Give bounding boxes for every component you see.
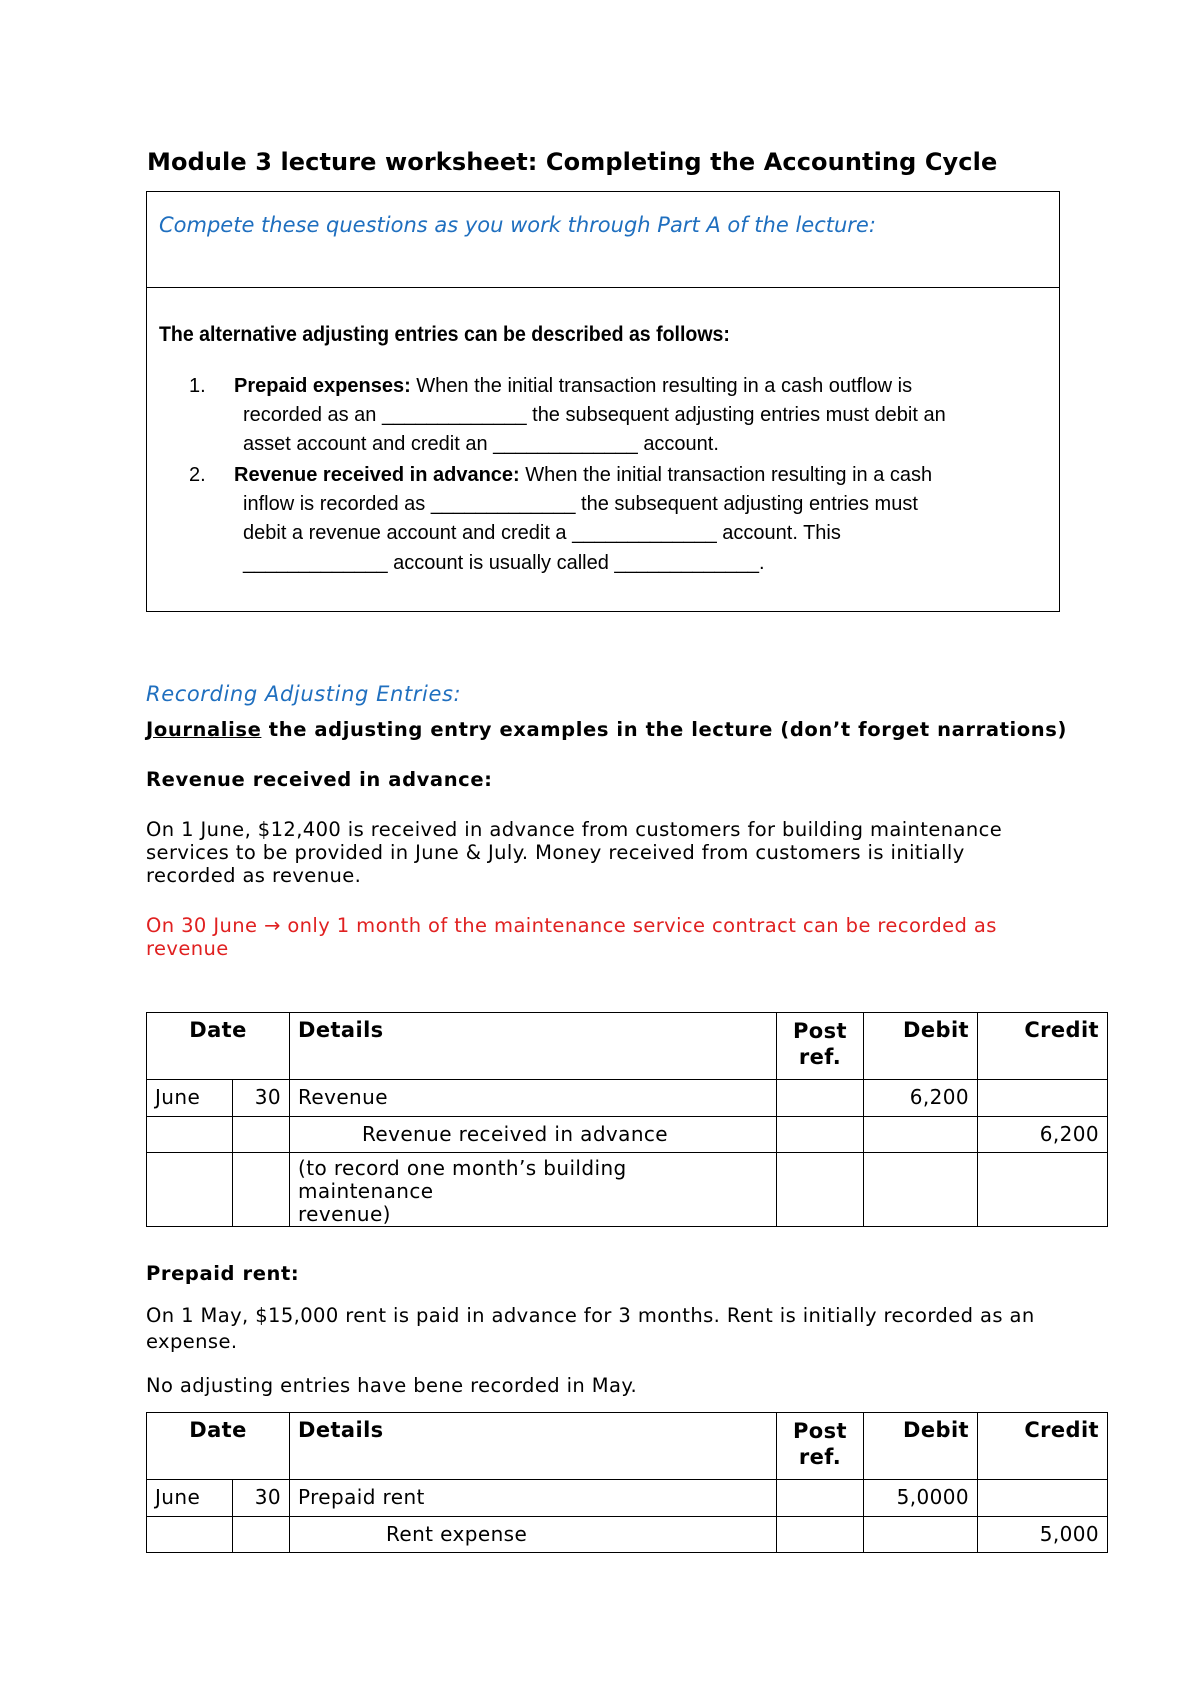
note-line: On 30 June → only 1 month of the maintenance service contract can be recorded as (146, 914, 997, 937)
cell-post (777, 1153, 864, 1227)
cell-details: Rent expense (290, 1517, 777, 1553)
question-item-1 (159, 372, 912, 401)
table-row (147, 1153, 1108, 1227)
item-line: debit a revenue account and credit a _____________ account. This (243, 522, 841, 544)
table-row (147, 1117, 1108, 1153)
question-item-2 (159, 461, 932, 490)
details-line: (to record one month’s building maintenance (298, 1156, 627, 1203)
table-row (147, 1080, 1108, 1117)
table-row (147, 1480, 1108, 1517)
cell-month (147, 1117, 233, 1153)
cell-debit: 5,0000 (864, 1480, 978, 1517)
table-header-row (147, 1013, 1108, 1080)
cell-month (147, 1153, 233, 1227)
para-line: services to be provided in June & July. Money received from customers is initially (146, 841, 965, 864)
example2-heading: Prepaid rent: (146, 1262, 300, 1285)
header-debit: Debit (864, 1413, 978, 1480)
cell-credit (978, 1480, 1108, 1517)
example1-heading: Revenue received in advance: (146, 768, 493, 791)
para-line: recorded as revenue. (146, 864, 362, 887)
header-credit: Credit (978, 1013, 1108, 1080)
cell-details: Revenue (290, 1080, 777, 1117)
cell-credit: 6,200 (978, 1117, 1108, 1153)
cell-day: 30 (233, 1080, 290, 1117)
cell-post (777, 1480, 864, 1517)
header-post-line: Post (793, 1019, 847, 1043)
cell-month: June (147, 1480, 233, 1517)
cell-debit (864, 1153, 978, 1227)
header-details: Details (290, 1013, 777, 1080)
section-heading: Recording Adjusting Entries: (146, 682, 462, 706)
details-line: revenue) (298, 1202, 391, 1226)
example2-paragraph (146, 1303, 1035, 1355)
instruction-rest: the adjusting entry examples in the lecture (don’t forget narrations) (261, 718, 1068, 741)
cell-details: Revenue received in advance (290, 1117, 777, 1153)
cell-credit (978, 1153, 1108, 1227)
header-post-ref (777, 1413, 864, 1480)
header-date: Date (147, 1413, 290, 1480)
header-details: Details (290, 1413, 777, 1480)
cell-post (777, 1080, 864, 1117)
table-header-row (147, 1413, 1108, 1480)
item-line: inflow is recorded as _____________ the subsequent adjusting entries must (243, 493, 918, 515)
cell-post (777, 1517, 864, 1553)
cell-debit (864, 1117, 978, 1153)
cell-month: June (147, 1080, 233, 1117)
section-instruction (146, 718, 1067, 741)
cell-month (147, 1517, 233, 1553)
item-line: When the initial transaction resulting in a cash outflow is (410, 375, 913, 397)
item-number: 1. (189, 375, 206, 397)
para-line: expense. (146, 1330, 238, 1353)
question-instruction: Compete these questions as you work through Part A of the lecture: (159, 213, 876, 237)
cell-day (233, 1117, 290, 1153)
item-label: Prepaid expenses: (234, 375, 411, 397)
table-row (147, 1517, 1108, 1553)
cell-credit: 5,000 (978, 1517, 1108, 1553)
header-credit: Credit (978, 1413, 1108, 1480)
cell-debit (864, 1517, 978, 1553)
header-debit: Debit (864, 1013, 978, 1080)
item-number: 2. (189, 464, 206, 486)
header-post-line: Post (793, 1419, 847, 1443)
item-label: Revenue received in advance: (234, 464, 520, 486)
question-heading: The alternative adjusting entries can be described as follows: (159, 323, 730, 346)
example1-paragraph (146, 818, 1002, 887)
cell-details: Prepaid rent (290, 1480, 777, 1517)
item-line: _____________ account is usually called _____________. (243, 552, 765, 574)
para-line: On 1 June, $12,400 is received in advance from customers for building maintenance (146, 818, 1003, 841)
item-line: asset account and credit an _____________ account. (243, 433, 719, 455)
cell-day (233, 1517, 290, 1553)
item-line: recorded as an _____________ the subsequent adjusting entries must debit an (243, 404, 946, 426)
cell-debit: 6,200 (864, 1080, 978, 1117)
cell-details (290, 1153, 777, 1227)
cell-day: 30 (233, 1480, 290, 1517)
box-divider (147, 287, 1059, 288)
instruction-underlined: Journalise (146, 718, 262, 741)
item-line: When the initial transaction resulting in a cash (519, 464, 933, 486)
cell-post (777, 1117, 864, 1153)
cell-credit (978, 1080, 1108, 1117)
question-box (146, 191, 1060, 612)
example2-note: No adjusting entries have bene recorded in May. (146, 1374, 638, 1397)
example1-note (146, 914, 997, 960)
header-post-line: ref. (798, 1445, 842, 1469)
journal-table-1 (146, 1012, 1108, 1227)
header-post-line: ref. (798, 1045, 842, 1069)
header-post-ref (777, 1013, 864, 1080)
page-title: Module 3 lecture worksheet: Completing the Accounting Cycle (147, 148, 998, 176)
header-date: Date (147, 1013, 290, 1080)
cell-day (233, 1153, 290, 1227)
para-line: On 1 May, $15,000 rent is paid in advance for 3 months. Rent is initially recorded as an (146, 1304, 1035, 1327)
note-line: revenue (146, 937, 229, 960)
journal-table-2 (146, 1412, 1108, 1553)
